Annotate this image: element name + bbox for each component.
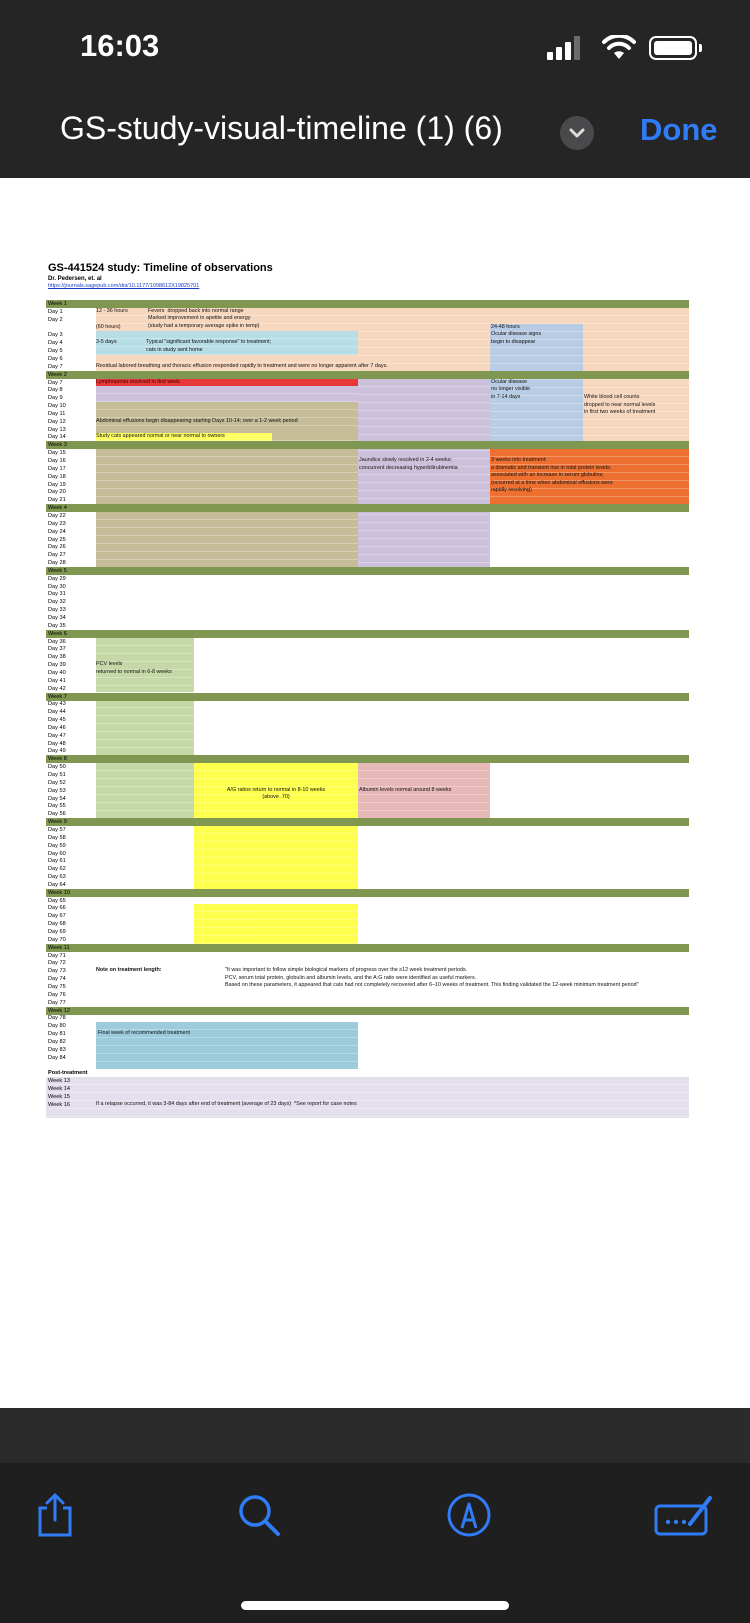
day-label: Day 60 <box>48 850 66 857</box>
week-label: Week 14 <box>48 1086 70 1092</box>
day-label: Day 35 <box>48 622 66 629</box>
day-label: Day 72 <box>48 960 66 967</box>
timeline-note: Fevers dropped back into normal range Marked improvement in apetite and energy (study had a temporary average spike in temp) <box>148 307 260 330</box>
day-label: Day 28 <box>48 560 66 567</box>
week-label: Week 12 <box>48 1007 70 1014</box>
timeline-note: Ocular disease no longer visible in 7-14 days <box>491 378 530 400</box>
day-label: Day 22 <box>48 512 66 519</box>
timeline-note: 12 - 36 hours <box>96 307 128 314</box>
chevron-down-icon <box>560 116 594 150</box>
sheet-authors: Dr. Pedersen, et. al <box>48 276 102 282</box>
day-label: Day 66 <box>48 905 66 912</box>
day-label: Day 68 <box>48 921 66 928</box>
week-band <box>46 818 689 826</box>
day-label: Day 26 <box>48 544 66 551</box>
timeline-note: (60 hours) <box>96 323 121 330</box>
timeline-block <box>272 433 358 441</box>
week-band <box>46 944 689 952</box>
day-label: Day 3 <box>48 332 63 339</box>
timeline-note: 3 weeks into treatment: a dramatic and transient rise in total protein levels; associated with an increase in serum globulins; (occurred at a time when abdominal effusions were rapidly resolving) <box>491 457 613 494</box>
timeline-note: Note on treatment length: <box>96 967 162 974</box>
week-band <box>46 755 689 763</box>
timeline-block <box>358 379 490 567</box>
document-title: GS-study-visual-timeline (1) (6) <box>60 110 503 146</box>
day-label: Day 56 <box>48 811 66 818</box>
week-label: Week 2 <box>48 371 67 378</box>
week-label: Week 4 <box>48 505 67 512</box>
day-label: Day 19 <box>48 481 66 488</box>
markup-icon[interactable] <box>444 1490 494 1540</box>
day-label: Day 44 <box>48 709 66 716</box>
day-label: Day 14 <box>48 434 66 441</box>
timeline-block <box>96 763 194 818</box>
day-label: Day 4 <box>48 340 63 347</box>
day-label: Day 9 <box>48 395 63 402</box>
week-label: Week 5 <box>48 567 67 574</box>
day-label: Day 57 <box>48 826 66 833</box>
week-band <box>46 693 689 701</box>
day-label: Day 73 <box>48 968 66 975</box>
week-label: Week 6 <box>48 630 67 637</box>
timeline-note: Final week of recommended treatment <box>98 1030 190 1037</box>
week-label: Week 9 <box>48 819 67 826</box>
status-time: 16:03 <box>80 28 160 63</box>
done-button[interactable]: Done <box>640 112 718 147</box>
week-label: Week 11 <box>48 944 70 951</box>
day-label: Day 25 <box>48 536 66 543</box>
week-band <box>46 504 689 512</box>
day-label: Day 31 <box>48 591 66 598</box>
week-band <box>46 630 689 638</box>
week-band <box>46 371 689 379</box>
week-band <box>46 567 689 575</box>
day-label: Day 11 <box>48 410 66 417</box>
top-bar <box>0 0 750 178</box>
week-band <box>46 889 689 897</box>
day-label: Day 83 <box>48 1046 66 1053</box>
day-label: Day 37 <box>48 646 66 653</box>
day-label: Day 17 <box>48 465 66 472</box>
day-label: Day 36 <box>48 638 66 645</box>
timeline-block <box>490 308 583 324</box>
week-band <box>46 441 689 449</box>
timeline-note: Lymphopenia resolved in first week <box>96 378 180 385</box>
sheet-title: GS-441524 study: Timeline of observations <box>48 262 273 274</box>
day-label: Day 20 <box>48 489 66 496</box>
day-label: Day 30 <box>48 583 66 590</box>
timeline-block <box>194 826 358 897</box>
day-label: Day 48 <box>48 740 66 747</box>
day-label: Day 41 <box>48 677 66 684</box>
day-label: Day 15 <box>48 450 66 457</box>
timeline-note: Albumin levels normal around 8 weeks <box>359 786 452 793</box>
day-label: Day 51 <box>48 772 66 778</box>
day-label: Day 80 <box>48 1023 66 1030</box>
day-label: Day 7 <box>48 379 63 386</box>
timeline-block <box>96 386 358 402</box>
day-label: Day 77 <box>48 999 66 1006</box>
day-label: Day 76 <box>48 991 66 998</box>
bottom-toolbar <box>0 1463 750 1623</box>
day-label: Day 65 <box>48 897 66 904</box>
day-label: Day 64 <box>48 881 66 888</box>
day-label: Day 1 <box>48 308 63 315</box>
timeline-note: 3-5 days <box>96 339 117 346</box>
timeline-note: PCV levels returned to normal in 6-8 weeks <box>96 661 172 675</box>
day-label: Day 59 <box>48 842 66 849</box>
day-label: Day 81 <box>48 1031 66 1038</box>
day-label: Day 16 <box>48 458 66 464</box>
timeline-note: "It was important to follow simple biological markers of progress over the ≥12 week treatment periods. PCV, serum total protein, globulin and albumin levels, and the A:G ratio were identified as useful markers. Based on these parameters, it appeared that cats had not completely recovered after 6–10 weeks of treatment. This finding validated the 12-week minimum treatment period" <box>225 967 639 989</box>
day-label: Day 38 <box>48 654 66 661</box>
week-label: Week 8 <box>48 756 67 763</box>
day-label: Day 8 <box>48 387 63 394</box>
timeline-block <box>358 308 490 371</box>
day-label: Day 54 <box>48 795 66 802</box>
search-icon[interactable] <box>234 1490 284 1540</box>
day-label: Day 10 <box>48 403 66 410</box>
day-label: Day 78 <box>48 1015 66 1022</box>
day-label: Day 63 <box>48 874 66 881</box>
timeline-note: Study cats appeared normal or near normal to owners <box>96 433 225 440</box>
week-label: Week 3 <box>48 442 67 449</box>
day-label: Day 53 <box>48 787 66 794</box>
post-treatment-block <box>46 1077 689 1118</box>
day-label: Day 43 <box>48 701 66 708</box>
day-label: Day 7 <box>48 363 63 370</box>
page-gutter <box>0 1408 750 1463</box>
week-band <box>46 1007 689 1015</box>
day-label: Day 12 <box>48 418 66 425</box>
week-band <box>46 300 689 308</box>
day-label: Day 74 <box>48 976 66 983</box>
day-label: Day 58 <box>48 834 66 841</box>
week-label: Week 16 <box>48 1101 70 1108</box>
day-label: Day 27 <box>48 552 66 559</box>
timeline-note: 24-48 hours Ocular disease signs begin to disappear <box>491 323 542 345</box>
week-label: Week 7 <box>48 693 67 700</box>
day-label: Day 75 <box>48 983 66 990</box>
day-label: Day 40 <box>48 669 66 676</box>
day-label: Day 49 <box>48 748 66 755</box>
wifi-icon <box>602 35 636 61</box>
document-header <box>48 262 273 289</box>
day-label: Day 42 <box>48 685 66 692</box>
cellular-signal-icon <box>547 36 583 60</box>
day-label: Day 69 <box>48 929 66 935</box>
battery-icon <box>649 36 697 60</box>
day-label: Day 34 <box>48 615 66 621</box>
day-label: Day 33 <box>48 607 66 614</box>
day-label: Day 18 <box>48 473 66 480</box>
timeline-block <box>96 512 358 567</box>
timeline-note: Abdominal effusions begin disappearing starting Days 10-14; over a 1-2 week period <box>96 417 298 424</box>
sheet-link[interactable]: https://journals.sagepub.com/doi/10.1177/1098612X19825701 <box>48 283 200 289</box>
timeline-note: A/G ratios return to normal in 8-10 weeks (above .70) <box>226 786 326 801</box>
document-page <box>0 178 750 1408</box>
title-menu-button[interactable] <box>560 116 594 150</box>
day-label: Day 67 <box>48 913 66 920</box>
week-label: Week 15 <box>48 1093 70 1100</box>
day-label: Day 55 <box>48 803 66 810</box>
day-label: Day 52 <box>48 779 66 786</box>
day-label: Day 45 <box>48 717 66 724</box>
week-label: Week 13 <box>48 1078 70 1085</box>
day-label: Post-treatment <box>48 1070 88 1077</box>
day-label: Day 84 <box>48 1054 66 1061</box>
day-label: Day 2 <box>48 316 63 323</box>
day-label: Day 62 <box>48 866 66 873</box>
timeline-note: Typical "significant favorable response" to treatment; cats in study sent home <box>146 339 272 353</box>
home-indicator <box>241 1601 509 1610</box>
week-label: Week 1 <box>48 301 67 307</box>
day-label: Day 61 <box>48 858 66 865</box>
day-label: Day 39 <box>48 662 66 669</box>
timeline-note: White blood cell counts dropped to near normal levels in first two weeks of treatment <box>584 394 656 416</box>
day-label: Day 24 <box>48 528 66 535</box>
timeline-block <box>96 700 194 755</box>
timeline-note: Jaundice slowly resolved in 2-4 weeks; concurrent decreasing hyperbilirubinemia <box>359 457 458 471</box>
day-label: Day 21 <box>48 497 66 504</box>
day-label: Day 46 <box>48 724 66 731</box>
day-label: Day 23 <box>48 520 66 527</box>
week-label: Week 10 <box>48 889 70 896</box>
share-icon[interactable] <box>30 1490 80 1540</box>
day-label: Day 6 <box>48 355 63 362</box>
day-label: Day 32 <box>48 599 66 606</box>
day-label: Day 70 <box>48 936 66 943</box>
signature-icon[interactable] <box>652 1490 716 1540</box>
day-label: Day 5 <box>48 348 63 355</box>
day-label: Day 13 <box>48 426 66 433</box>
day-label: Day 50 <box>48 764 66 771</box>
day-label: Day 82 <box>48 1038 66 1045</box>
day-label: Day 47 <box>48 732 66 739</box>
day-label: Day 71 <box>48 952 66 959</box>
day-label: Day 29 <box>48 575 66 582</box>
timeline-block <box>96 449 358 504</box>
timeline-note: If a relapse occurred, it was 3-84 days after end of treatment (average of 23 days) *See report for case notes <box>96 1100 357 1107</box>
timeline-note: Residual labored breathing and thoracic effusion responded rapidly to treatment and were no longer apparent after 7 days. <box>96 362 388 369</box>
